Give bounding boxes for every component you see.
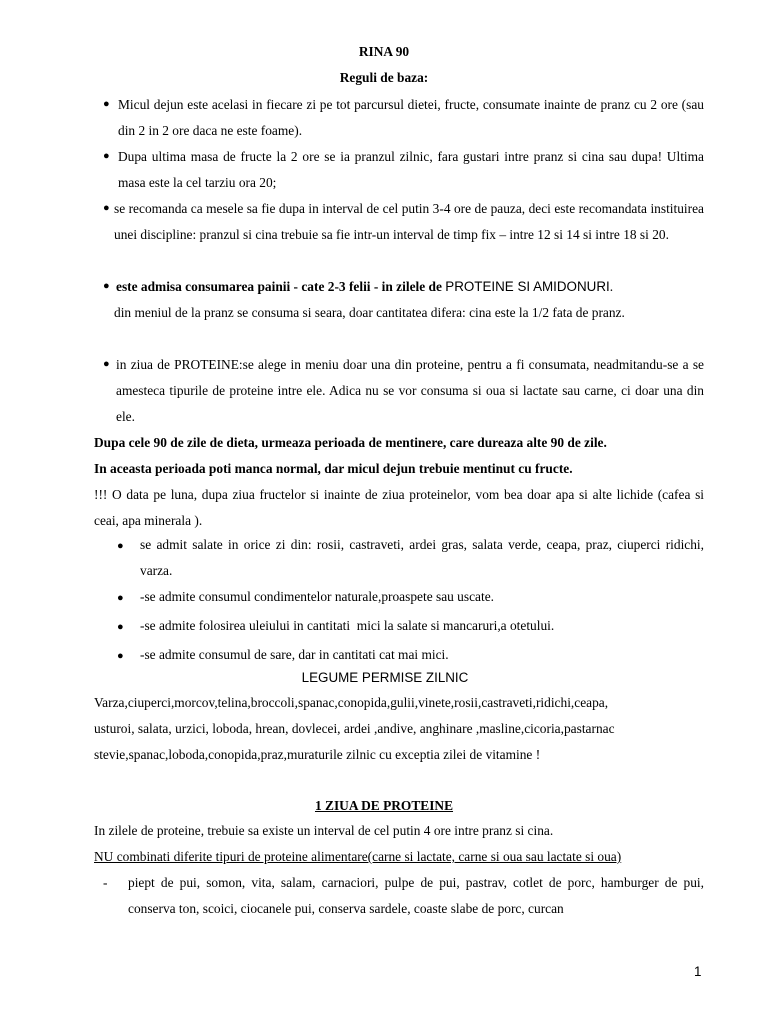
maintenance-note: Dupa cele 90 de zile de dieta, urmeaza perioada de mentinere, care dureaza alte 90 de zile. (94, 435, 607, 450)
bullet-icon: ● (103, 150, 110, 162)
allowed-oil: -se admite folosirea uleiului in cantitati mici la salate si mancaruri,a otetului. (140, 618, 555, 633)
bullet-icon: ● (117, 540, 124, 552)
protein-combination-warning: NU combinati diferite tipuri de proteine alimentare(carne si lactate, carne si oua sau lactate si oua) (94, 849, 622, 864)
vegetables-line: stevie,spanac,loboda,conopida,praz,muraturile zilnic cu exceptia zilei de vitamine ! (94, 747, 541, 762)
allowed-salt: -se admite consumul de sare, dar in cantitati cat mai mici. (140, 647, 449, 662)
rule-protein-day: in ziua de PROTEINE:se alege in meniu doar una din proteine, pentru a fi consumata, neadmitandu-se a se amesteca tipurile de proteine intre ele. Adica nu se vor consuma si oua si lactate sau carne, ci doar una din ele. (116, 357, 704, 424)
protein-food-list: piept de pui, somon, vita, salam, carnaciori, pulpe de pui, pastrav, cotlet de porc, hamburger de pui, conserva ton, scoici, ciocanele pui, conserva sardele, coaste slabe de porc, curcan (128, 875, 704, 916)
document-subtitle: Reguli de baza: (339, 70, 429, 85)
bullet-icon: ● (117, 650, 124, 662)
bullet-icon: ● (103, 202, 110, 214)
maintenance-breakfast-note: In aceasta perioada poti manca normal, dar micul dejun trebuie mentinut cu fructe. (94, 461, 573, 476)
allowed-spices: -se admite consumul condimentelor naturale,proaspete sau uscate. (140, 589, 494, 604)
bullet-icon: ● (117, 592, 124, 604)
bullet-icon: ● (103, 98, 110, 110)
rule-bread-period: . (609, 279, 614, 294)
vegetables-line: Varza,ciuperci,morcov,telina,broccoli,spanac,conopida,gulii,vinete,rosii,castraveti,ridichi,ceapa, (94, 695, 609, 710)
document-title: RINA 90 (358, 44, 410, 59)
rule-breakfast: Micul dejun este acelasi in fiecare zi pe tot parcursul dietei, fructe, consumate inainte de pranz cu 2 ore (sau din 2 in 2 ore daca ne este foame). (118, 97, 704, 138)
bullet-icon: ● (103, 358, 110, 370)
rule-bread-text: este admisa consumarea painii - cate 2-3 felii - in zilele de (116, 279, 442, 294)
list-dash: - (103, 875, 108, 890)
rule-bread (116, 274, 706, 300)
rule-bread-highlight: PROTEINE SI AMIDONURI (445, 279, 610, 294)
page-number: 1 (694, 964, 702, 979)
water-day-note: !!! O data pe luna, dupa ziua fructelor si inainte de ziua proteinelor, vom bea doar apa si alte lichide (cafea si ceai, apa minerala ). (94, 487, 704, 528)
protein-day-intro: In zilele de proteine, trebuie sa existe un interval de cel putin 4 ore intre pranz si cina. (94, 823, 554, 838)
rule-meal-interval: se recomanda ca mesele sa fie dupa in interval de cel putin 3-4 ore de pauza, deci este recomandata instituirea unei discipline: pranzul si cina trebuie sa fie intr-un interval de timp fix – intre 12 si 14 si intre 18 si 20. (114, 201, 704, 242)
rule-dinner-portion: din meniul de la pranz se consuma si seara, doar cantitatea difera: cina este la 1/2 fata de pranz. (114, 305, 625, 320)
bullet-icon: ● (117, 621, 124, 633)
vegetables-heading: LEGUME PERMISE ZILNIC (301, 670, 469, 685)
vegetables-line: usturoi, salata, urzici, loboda, hrean, dovlecei, ardei ,andive, anghinare ,masline,cicoria,pastarnac (94, 721, 615, 736)
allowed-salads: se admit salate in orice zi din: rosii, castraveti, ardei gras, salata verde, ceapa, praz, ciuperci ridichi, varza. (140, 537, 704, 578)
protein-day-heading: 1 ZIUA DE PROTEINE (314, 798, 454, 813)
bullet-icon: ● (103, 280, 110, 292)
rule-lunch: Dupa ultima masa de fructe la 2 ore se ia pranzul zilnic, fara gustari intre pranz si cina sau dupa! Ultima masa este la cel tarziu ora 20; (118, 149, 704, 190)
